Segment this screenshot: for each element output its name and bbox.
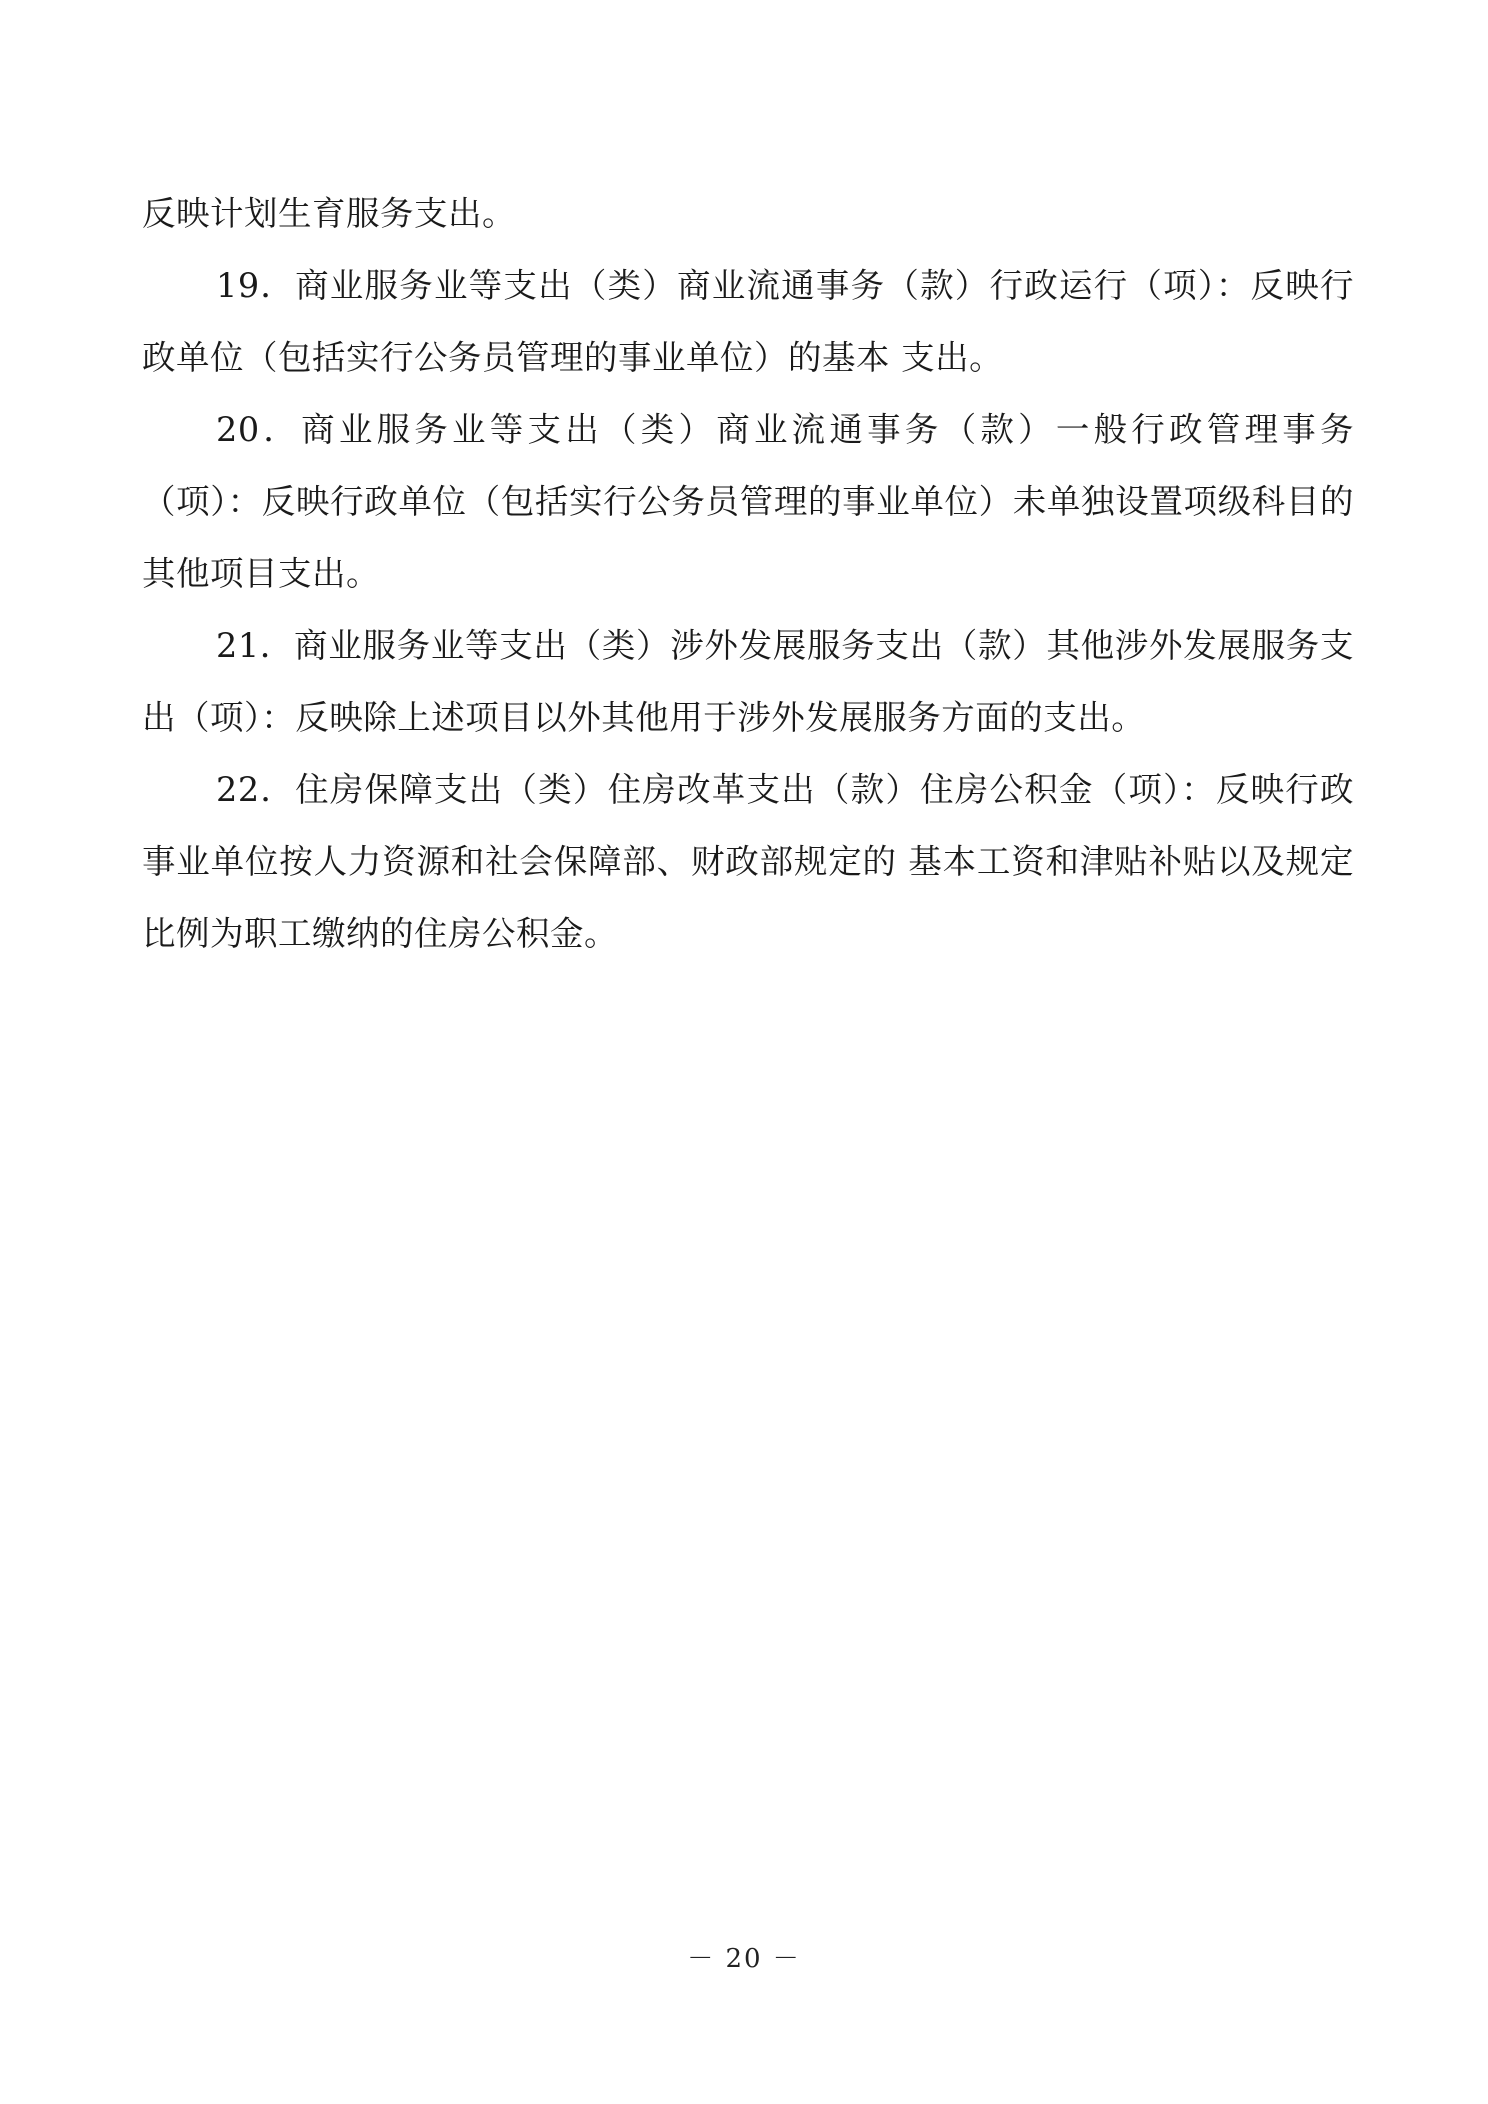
paragraph: 21．商业服务业等支出（类）涉外发展服务支出（款）其他涉外发展服务支出（项）：反映除上述项目以外其他用于涉外发展服务方面的支出。 xyxy=(142,626,1354,737)
page-number: － 20 － xyxy=(687,1944,801,1974)
paragraph: 20．商业服务业等支出（类）商业流通事务（款）一般行政管理事务（项）：反映行政单位（包括实行公务员管理的事业单位）未单独设置项级科目的其他项目支出。 xyxy=(142,410,1354,593)
paragraph: 19．商业服务业等支出（类）商业流通事务（款）行政运行（项）：反映行政单位（包括实行公务员管理的事业单位）的基本 支出。 xyxy=(142,266,1354,377)
document-body xyxy=(142,178,1354,970)
paragraph: 22．住房保障支出（类）住房改革支出（款）住房公积金（项）：反映行政事业单位按人力资源和社会保障部、财政部规定的 基本工资和津贴补贴以及规定比例为职工缴纳的住房公积金。 xyxy=(142,770,1354,953)
paragraph: 反映计划生育服务支出。 xyxy=(142,194,516,233)
